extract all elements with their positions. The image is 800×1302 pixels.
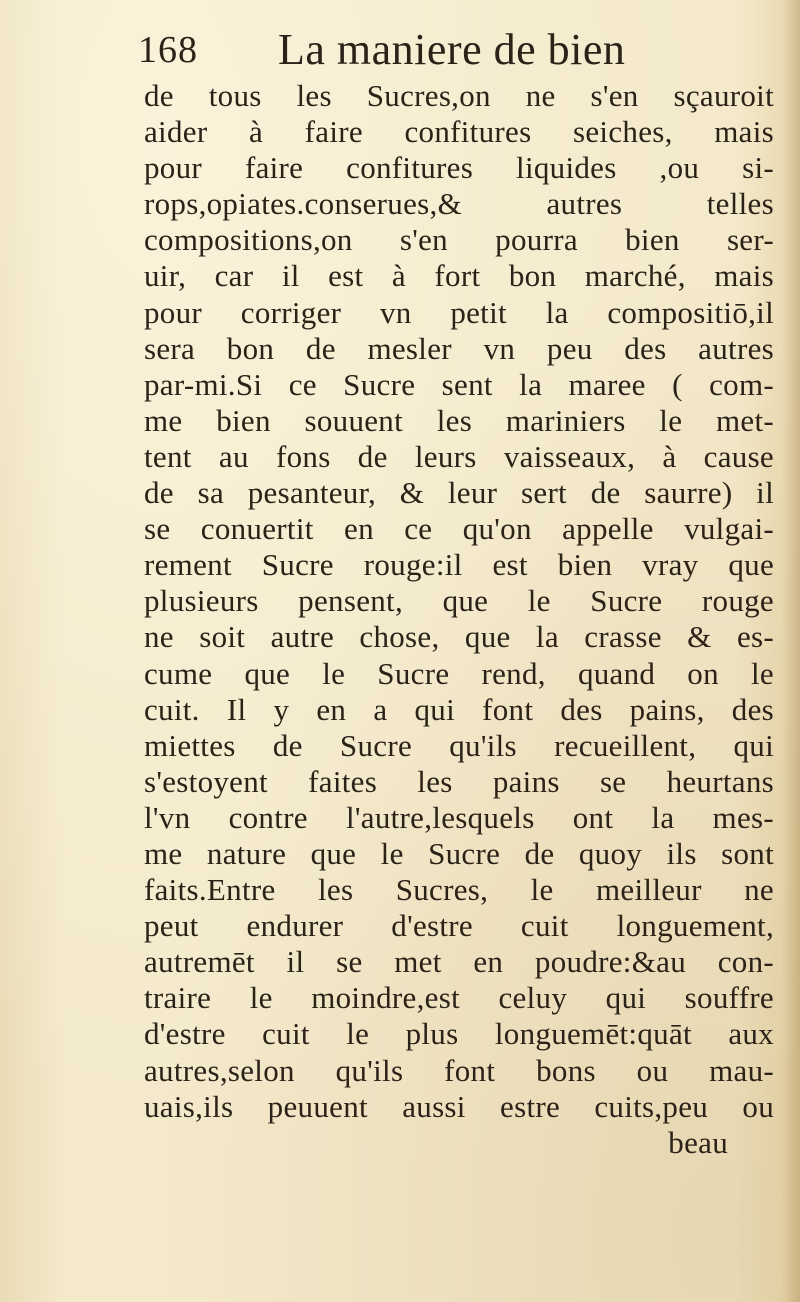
text-line: aider à faire confitures seiches, mais — [144, 114, 774, 150]
catchword: beau — [668, 1124, 728, 1160]
text-line: plusieurs pensent, que le Sucre rouge — [144, 583, 774, 619]
text-line: compositions,on s'en pourra bien ser- — [144, 222, 774, 258]
page-edge-shadow — [782, 0, 800, 1302]
text-line: rops,opiates.conserues,& autres telles — [144, 186, 774, 222]
text-line: miettes de Sucre qu'ils recueillent, qui — [144, 727, 774, 763]
text-line: tent au fons de leurs vaisseaux, à cause — [144, 438, 774, 474]
text-line: de sa pesanteur, & leur sert de saurre) il — [144, 475, 774, 511]
text-line: faits.Entre les Sucres, le meilleur ne — [144, 872, 774, 908]
text-line: autres,selon qu'ils font bons ou mau- — [144, 1052, 774, 1088]
text-line: me nature que le Sucre de quoy ils sont — [144, 835, 774, 871]
text-line: autremēt il se met en poudre:&au con- — [144, 944, 774, 980]
text-line: me bien souuent les mariniers le met- — [144, 402, 774, 438]
text-line: d'estre cuit le plus longuemēt:quāt aux — [144, 1016, 774, 1052]
text-line: de tous les Sucres,on ne s'en sçauroit — [144, 78, 774, 113]
text-line: pour faire confitures liquides ,ou si- — [144, 150, 774, 186]
text-line: s'estoyent faites les pains se heurtans — [144, 763, 774, 799]
body-text — [144, 78, 774, 1161]
text-line: ne soit autre chose, que la crasse & es- — [144, 619, 774, 655]
running-title: La maniere de bien — [278, 25, 626, 74]
text-line: peut endurer d'estre cuit longuement, — [144, 908, 774, 944]
text-line: cuit. Il y en a qui font des pains, des — [144, 691, 774, 727]
text-line: sera bon de mesler vn peu des autres — [144, 330, 774, 366]
text-line: cume que le Sucre rend, quand on le — [144, 655, 774, 691]
text-line: uir, car il est à fort bon marché, mais — [144, 258, 774, 294]
text-line: pour corriger vn petit la compositiō,il — [144, 294, 774, 330]
text-line: rement Sucre rouge:il est bien vray que — [144, 547, 774, 583]
text-line: traire le moindre,est celuy qui souffre — [144, 980, 774, 1016]
text-line: par-mi.Si ce Sucre sent la maree ( com- — [144, 366, 774, 402]
page-number: 168 — [138, 29, 198, 71]
text-line: se conuertit en ce qu'on appelle vulgai- — [144, 511, 774, 547]
text-line: l'vn contre l'autre,lesquels ont la mes- — [144, 799, 774, 835]
text-line: uais,ils peuuent aussi estre cuits,peu ou — [144, 1088, 774, 1124]
